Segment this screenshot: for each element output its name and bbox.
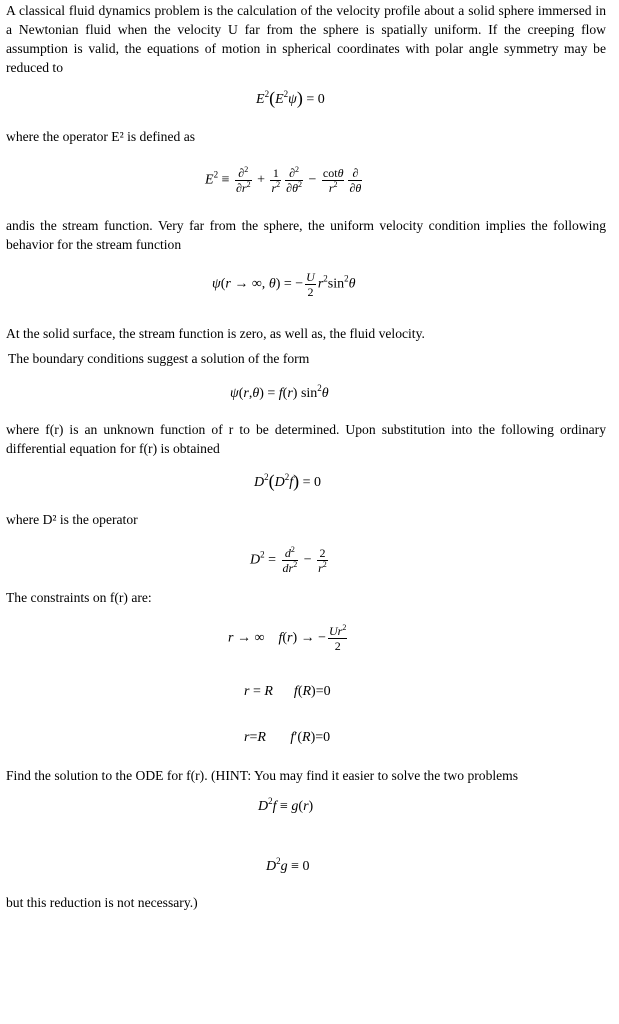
constraint-infinity: r → ∞ f(r) → − $\frac{Ur^2}{2}$ xyxy=(228,623,347,653)
constraint-fprime-zero: r=R f′(R)=0 xyxy=(244,730,331,745)
constraints-text: The constraints on f(r) are: xyxy=(6,590,152,605)
equation-d2g-zero: $D^2g \equiv 0$ xyxy=(266,856,310,874)
where-operator-e-text: where the operator E² is defined as xyxy=(6,129,196,144)
intro-paragraph: A classical fluid dynamics problem is the calculation of the velocity profile about a solid sphere immersed in a Newtonian fluid when the velocity U far from the sphere is spatially uniform. If the creeping flow assumption is valid, the equations of motion in spherical coordinates with polar angle symmetry may be reduced to xyxy=(6,3,606,75)
equation-e2-operator: $E^2$ ≡ $\frac{\partial^2}{\partial r^2}$ + $\frac{1}{r^2}$ $\frac{\partial^2}{\partial\theta^2}$ − $\frac{\cot\theta}{r^2}$ $\frac{\partial}{\partial\theta}$ xyxy=(205,165,362,195)
but-text: but this reduction is not necessary.) xyxy=(6,895,198,910)
equation-stream-far-field: ψ(r → ∞, θ) = − $\frac{U}{2}$ $r^2\sin^2\theta$ xyxy=(212,270,356,299)
stream-function-paragraph: andis the stream function. Very far from the sphere, the uniform velocity condition implies the following behavior for the stream function xyxy=(6,218,606,252)
equation-d2-of-d2-f: $D^2(D^2f) = 0$ xyxy=(254,471,322,491)
suggest-text: The boundary conditions suggest a solution of the form xyxy=(8,351,310,366)
surface-text: At the solid surface, the stream function is zero, as well as, the fluid velocity. xyxy=(6,326,425,341)
equation-e2-of-e2-psi: $E^2(E^2\psi) = 0$ xyxy=(256,88,325,108)
fr-paragraph: where f(r) is an unknown function of r to be determined. Upon substitution into the following ordinary differential equation for f(r) is obtained xyxy=(6,422,606,456)
equation-d2-operator: $D^2$ = $\frac{d^2}{dr^2}$ − $\frac{2}{r^2}$ xyxy=(250,545,327,575)
where-operator-d-text: where D² is the operator xyxy=(6,512,138,527)
equation-d2f-g: $D^2f \equiv g(r)$ xyxy=(258,796,314,814)
equation-solution-form: ψ(r,θ) = f(r) $\sin^2\theta$ xyxy=(230,383,329,401)
find-text: Find the solution to the ODE for f(r). (HINT: You may find it easier to solve the two problems xyxy=(6,768,519,783)
constraint-f-zero: r = R f(R)=0 xyxy=(244,684,331,699)
